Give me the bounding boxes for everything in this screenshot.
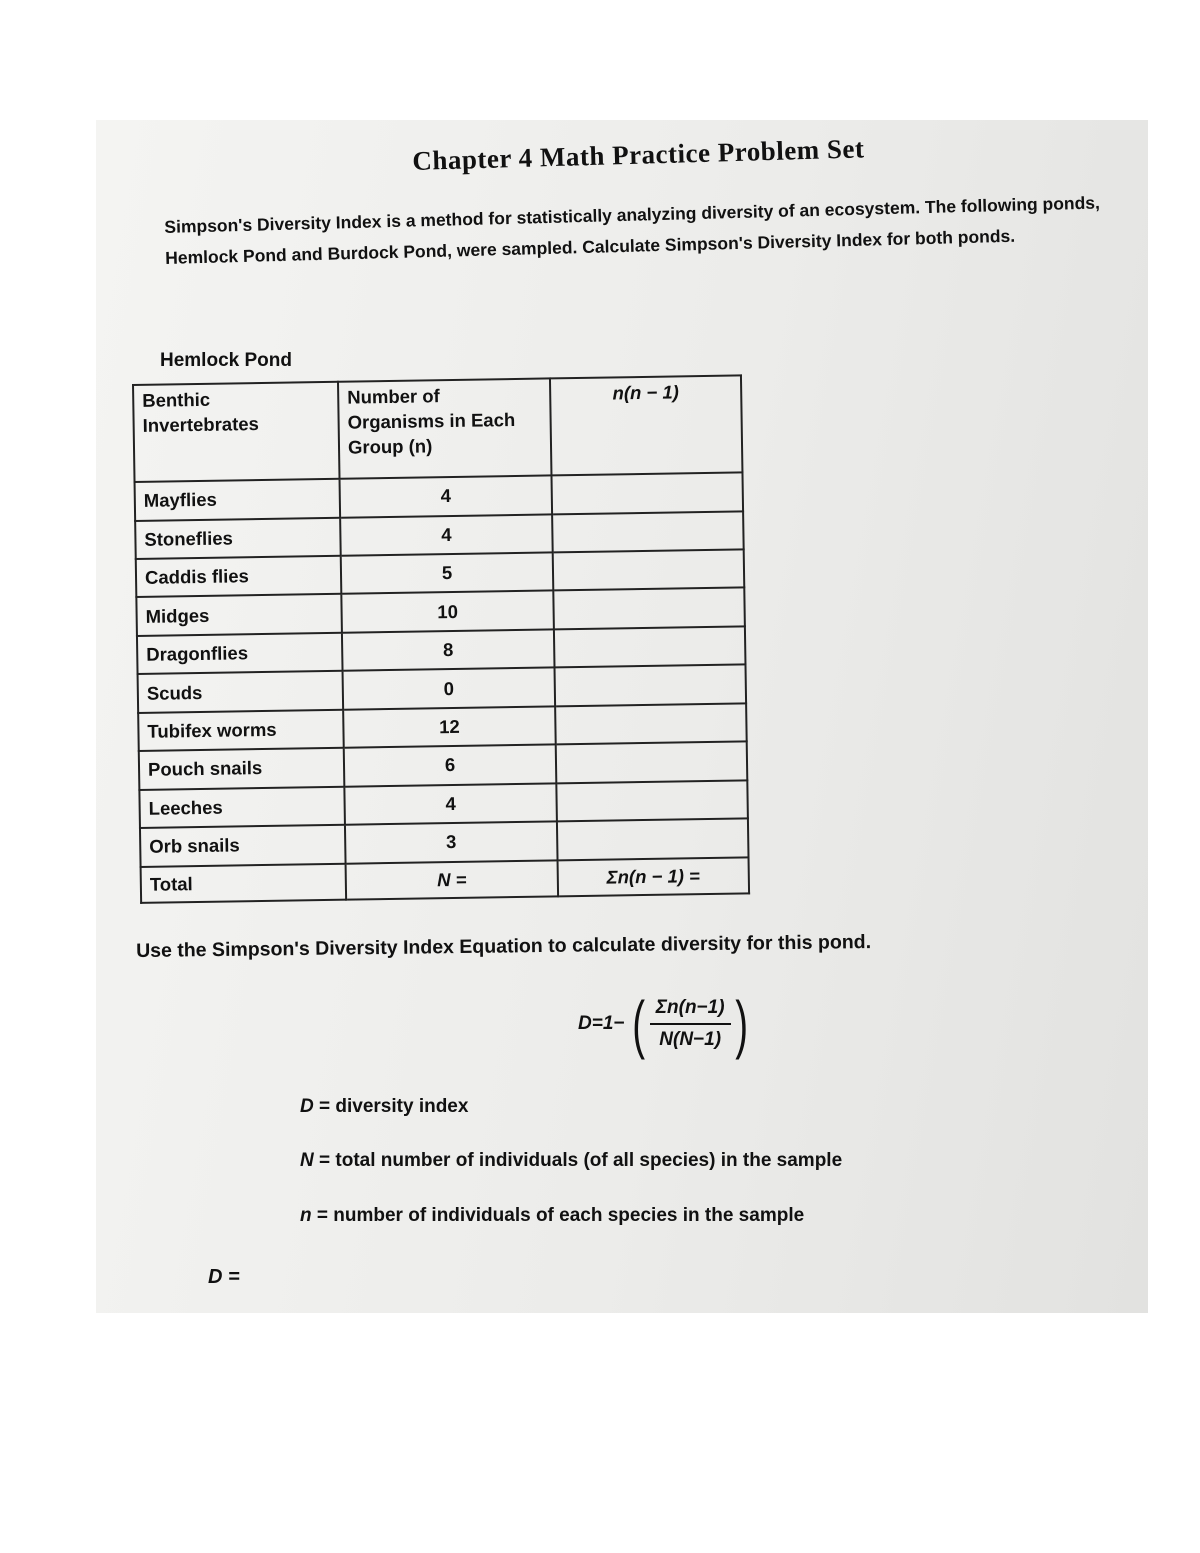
organism-name-cell: Midges — [136, 594, 342, 636]
n-n-minus-1-cell — [556, 780, 748, 821]
organism-count-cell: 10 — [341, 591, 554, 633]
diversity-table — [132, 374, 750, 904]
n-n-minus-1-cell — [552, 511, 744, 552]
organism-name-cell: Leeches — [139, 786, 345, 828]
header-n-n-minus-1: n(n − 1) — [550, 375, 743, 475]
organism-name-cell: Scuds — [138, 671, 344, 713]
organism-count-cell: 12 — [343, 706, 556, 748]
definition-text: = number of individuals of each species in the sample — [311, 1205, 805, 1226]
header-line: Organisms in Each — [347, 408, 516, 433]
equation-lhs: D=1− — [578, 1013, 625, 1034]
equation-numerator: Σn(n−1) — [650, 997, 731, 1025]
n-n-minus-1-cell — [557, 818, 749, 859]
header-line: Benthic — [142, 388, 211, 411]
organism-name-cell: Caddis flies — [136, 556, 342, 598]
organism-count-cell: 6 — [344, 745, 557, 787]
organism-count-cell: 8 — [342, 629, 555, 671]
organism-count-cell: 4 — [340, 514, 553, 556]
definition-d — [300, 1096, 468, 1118]
header-benthic-invertebrates — [133, 382, 340, 482]
organism-count-cell: 4 — [344, 783, 557, 825]
header-line: Invertebrates — [142, 413, 260, 436]
definition-symbol: n — [300, 1205, 312, 1226]
n-n-minus-1-cell — [556, 742, 748, 783]
organism-name-cell: Orb snails — [140, 825, 346, 867]
right-paren: ) — [734, 988, 748, 1060]
definition-text: = total number of individuals (of all species) in the sample — [313, 1150, 843, 1171]
organism-name-cell: Pouch snails — [139, 748, 345, 790]
left-paren: ( — [632, 988, 646, 1060]
total-count-cell: N = — [346, 860, 559, 900]
n-n-minus-1-cell — [553, 588, 745, 629]
n-n-minus-1-cell — [554, 626, 746, 667]
definition-text: = diversity index — [313, 1096, 469, 1117]
total-sum-cell: Σn(n − 1) = — [558, 857, 750, 896]
equation-denominator: N(N−1) — [659, 1029, 722, 1050]
organism-name-cell: Dragonflies — [137, 633, 343, 675]
definition-small-n — [300, 1205, 804, 1227]
simpson-equation — [578, 988, 752, 1060]
organism-count-cell: 0 — [343, 668, 556, 710]
header-line: Group (n) — [347, 435, 433, 458]
total-label-cell: Total — [141, 863, 347, 903]
answer-label: D = — [208, 1266, 240, 1288]
pond-label: Hemlock Pond — [160, 350, 292, 371]
intro-paragraph: Simpson's Diversity Index is a method for statistically analyzing diversity of an ecosystem. The following ponds, Hemlock Pond and Burdock Pond, were sampled. Calculate Simpson's Diversity Index for both ponds. — [164, 192, 1101, 268]
header-line: Number of — [347, 385, 440, 408]
n-n-minus-1-cell — [553, 549, 745, 590]
table-header-row — [133, 375, 742, 482]
organism-count-cell: 4 — [340, 476, 553, 518]
definition-big-n — [300, 1150, 842, 1172]
organism-name-cell: Stoneflies — [135, 517, 341, 559]
organism-count-cell: 5 — [341, 552, 554, 594]
definition-symbol: N — [300, 1150, 314, 1171]
organism-name-cell: Tubifex worms — [138, 709, 344, 751]
instruction-text: Use the Simpson's Diversity Index Equation to calculate diversity for this pond. — [136, 931, 872, 962]
n-n-minus-1-cell — [551, 473, 743, 514]
equation-fraction — [650, 997, 731, 1051]
header-number-of-organisms — [338, 378, 551, 478]
definition-symbol: D — [300, 1096, 314, 1117]
n-n-minus-1-cell — [555, 665, 747, 706]
organism-name-cell: Mayflies — [135, 479, 341, 521]
document-title: Chapter 4 Math Practice Problem Set — [412, 133, 865, 176]
n-n-minus-1-cell — [555, 703, 747, 744]
organism-count-cell: 3 — [345, 821, 558, 863]
